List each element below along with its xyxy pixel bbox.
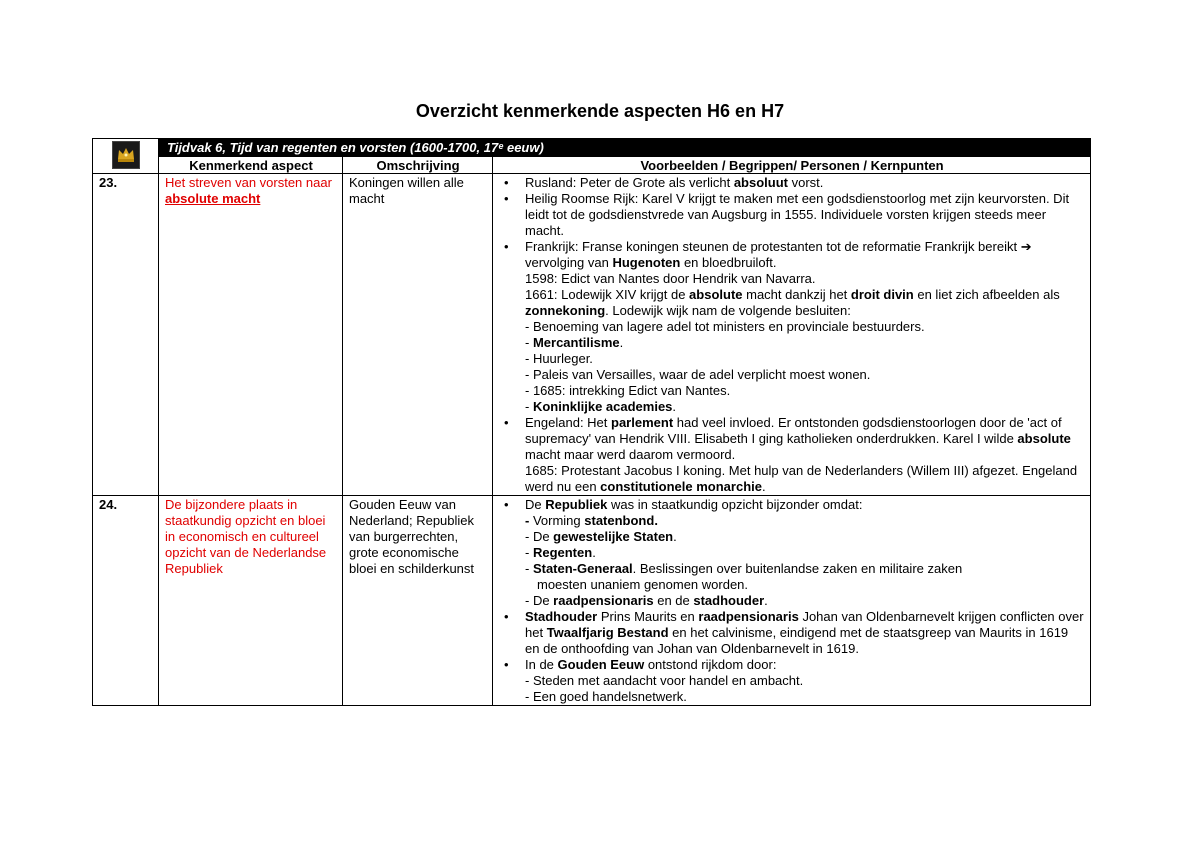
aspect-text: De bijzondere plaats in staatkundig opzicht en bloei in economisch en cultureel opzicht van de Nederlandse Republiek (159, 496, 343, 706)
header-aspect: Kenmerkend aspect (159, 157, 343, 174)
voorbeelden-cell (493, 174, 1091, 496)
row-number: 24. (93, 496, 159, 706)
table-row (93, 174, 1091, 496)
list-item: • Engeland: Het parlement had veel invloed. Er ontstonden godsdienstoorlogen door de 'act of supremacy' van Hendrik VIII. Elisabeth I ging katholieken onderdrukken. Karel I wilde absolute macht maar werd daarom vermoord. 1685: Protestant Jacobus I koning. Met hulp van de Nederlanders (Willem III) afgezet. Engeland werd nu een constitutionele monarchie. (504, 415, 1078, 494)
row-number: 23. (93, 174, 159, 496)
voorbeelden-cell (493, 496, 1091, 706)
logo-cell (93, 139, 159, 174)
bullet-icon: • (504, 609, 509, 624)
bullet-icon: • (504, 657, 509, 672)
bullet-icon: • (504, 175, 509, 190)
header-omschrijving: Omschrijving (343, 157, 493, 174)
omschrijving-text: Koningen willen alle macht (343, 174, 493, 496)
page-title: Overzicht kenmerkende aspecten H6 en H7 (415, 101, 785, 121)
bullet-icon: • (504, 497, 509, 512)
bullet-icon: • (504, 191, 509, 206)
bullet-icon: • (504, 239, 509, 254)
list-item: • Stadhouder Prins Maurits en raadpensionaris Johan van Oldenbarnevelt krijgen conflicten over het Twaalfjarig Bestand en het calvinisme, eindigend met de staatsgreep van Maurits in 1619 en de onthoofding van Johan van Oldenbarnevelt in 1619. (504, 609, 1084, 656)
tijdvak-header: Tijdvak 6, Tijd van regenten en vorsten (1600-1700, 17ᵉ eeuw) (159, 139, 1091, 157)
list-item: • Heilig Roomse Rijk: Karel V krijgt te maken met een godsdienstoorlog met zijn keurvorsten. Dit leidt tot de godsdienstvrede van Augsburg in 1555. Individuele vorsten krijgen steeds meer macht. (504, 191, 1070, 238)
aspect-text: Het streven van vorsten naar absolute macht (159, 174, 343, 496)
list-item: • Frankrijk: Franse koningen steunen de protestanten tot de reformatie Frankrijk bereikt ➔ vervolging van Hugenoten en bloedbruiloft. 1598: Edict van Nantes door Hendrik van Navarra. 1661: Lodewijk XIV krijgt de absolute macht dankzij het droit divin en liet zich afbeelden als zonnekoning. Lodewijk wijk nam de volgende besluiten: - Benoeming van lagere adel tot ministers en provinciale bestuurders. - Mercantilisme. - Huurleger. - Paleis van Versailles, waar de adel verplicht moest wonen. - 1685: intrekking Edict van Nantes. - Koninklijke academies. (504, 239, 1060, 414)
list-item: • Rusland: Peter de Grote als verlicht absoluut vorst. (504, 175, 824, 190)
omschrijving-text: Gouden Eeuw van Nederland; Republiek van burgerrechten, grote economische bloei en schilderkunst (343, 496, 493, 706)
crown-logo-icon (112, 141, 140, 169)
bullet-icon: • (504, 415, 509, 430)
header-voorbeelden: Voorbeelden / Begrippen/ Personen / Kernpunten (493, 157, 1091, 174)
list-item: • In de Gouden Eeuw ontstond rijkdom door: - Steden met aandacht voor handel en ambacht. - Een goed handelsnetwerk. (504, 657, 804, 704)
list-item: • De Republiek was in staatkundig opzicht bijzonder omdat: - Vorming statenbond. - De gewestelijke Staten. - Regenten. - Staten-Generaal. Beslissingen over buitenlandse zaken en militaire zaken moesten unaniem genomen worden. - De raadpensionaris en de stadhouder. (504, 497, 963, 608)
table-row (93, 496, 1091, 706)
overview-table (92, 138, 1091, 706)
